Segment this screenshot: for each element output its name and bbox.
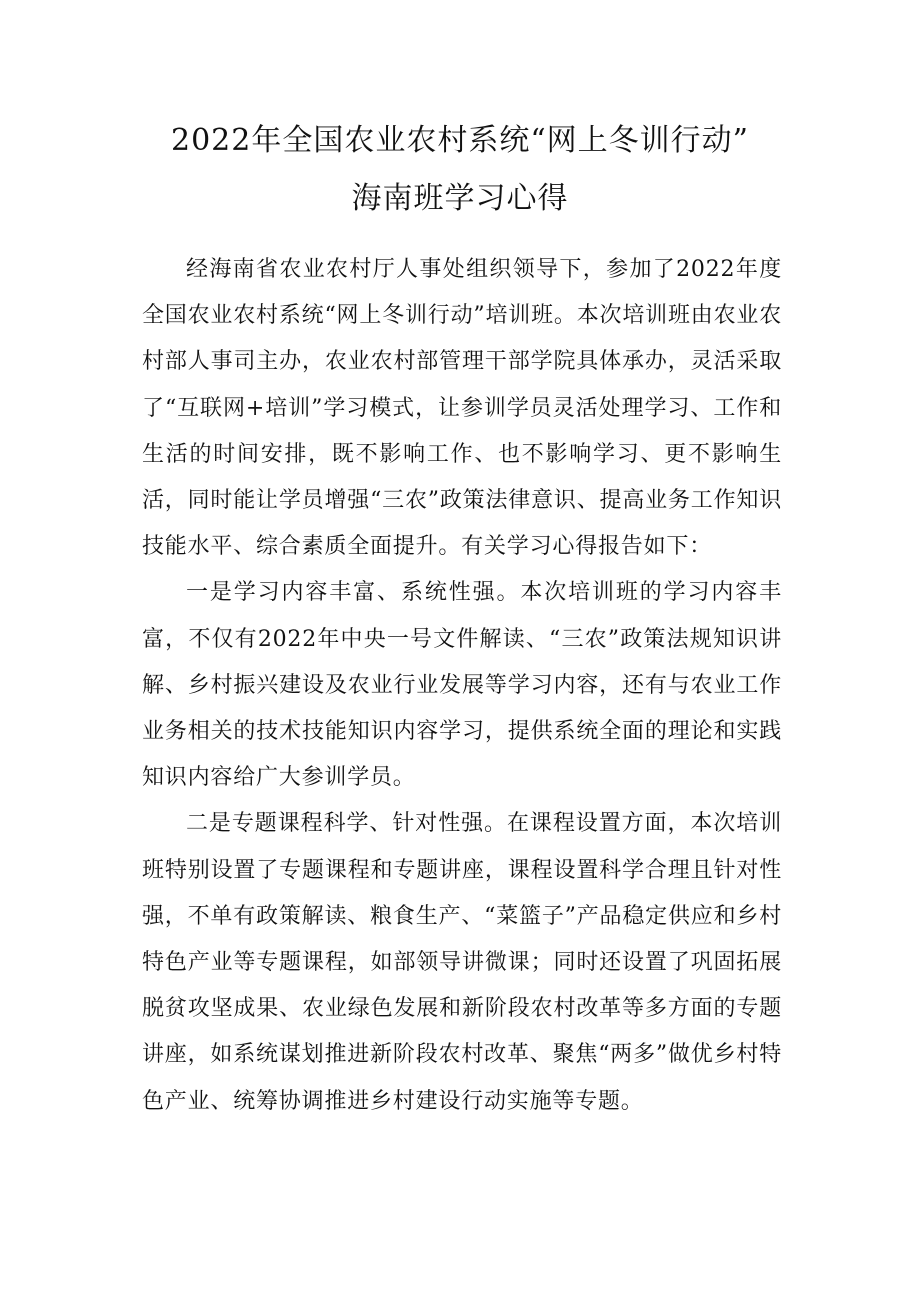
title-line-2: 海南班学习心得 bbox=[351, 181, 569, 216]
paragraph-point-2: 二是专题课程科学、针对性强。在课程设置方面，本次培训班特别设置了专题课程和专题讲座，课程设置科学合理且针对性强，不单有政策解读、粮食生产、“菜篮子”产品稳定供应和乡村特色产业等专题课程，如部领导讲微课；同时还设置了巩固拓展脱贫攻坚成果、农业绿色发展和新阶段农村改革等多方面的专题讲座，如系统谋划推进新阶段农村改革、聚焦“两多”做优乡村特色产业、统筹协调推进乡村建设行动实施等专题。 bbox=[142, 811, 782, 1114]
document-body bbox=[142, 247, 782, 1125]
document-title bbox=[0, 112, 920, 228]
paragraph-point-1: 一是学习内容丰富、系统性强。本次培训班的学习内容丰富，不仅有2022年中央一号文件解读、“三农”政策法规知识讲解、乡村振兴建设及农业行业发展等学习内容，还有与农业工作业务相关的技术技能知识内容学习，提供系统全面的理论和实践知识内容给广大参训学员。 bbox=[142, 580, 782, 791]
title-line-1: 2022年全国农业农村系统“网上冬训行动” bbox=[170, 123, 750, 158]
paragraph-intro: 经海南省农业农村厅人事处组织领导下，参加了2022年度全国农业农村系统“网上冬训行动”培训班。本次培训班由农业农村部人事司主办，农业农村部管理干部学院具体承办，灵活采取了“互联网+培训”学习模式，让参训学员灵活处理学习、工作和生活的时间安排，既不影响工作、也不影响学习、更不影响生活，同时能让学员增强“三农”政策法律意识、提高业务工作知识技能水平、综合素质全面提升。有关学习心得报告如下： bbox=[142, 257, 782, 560]
